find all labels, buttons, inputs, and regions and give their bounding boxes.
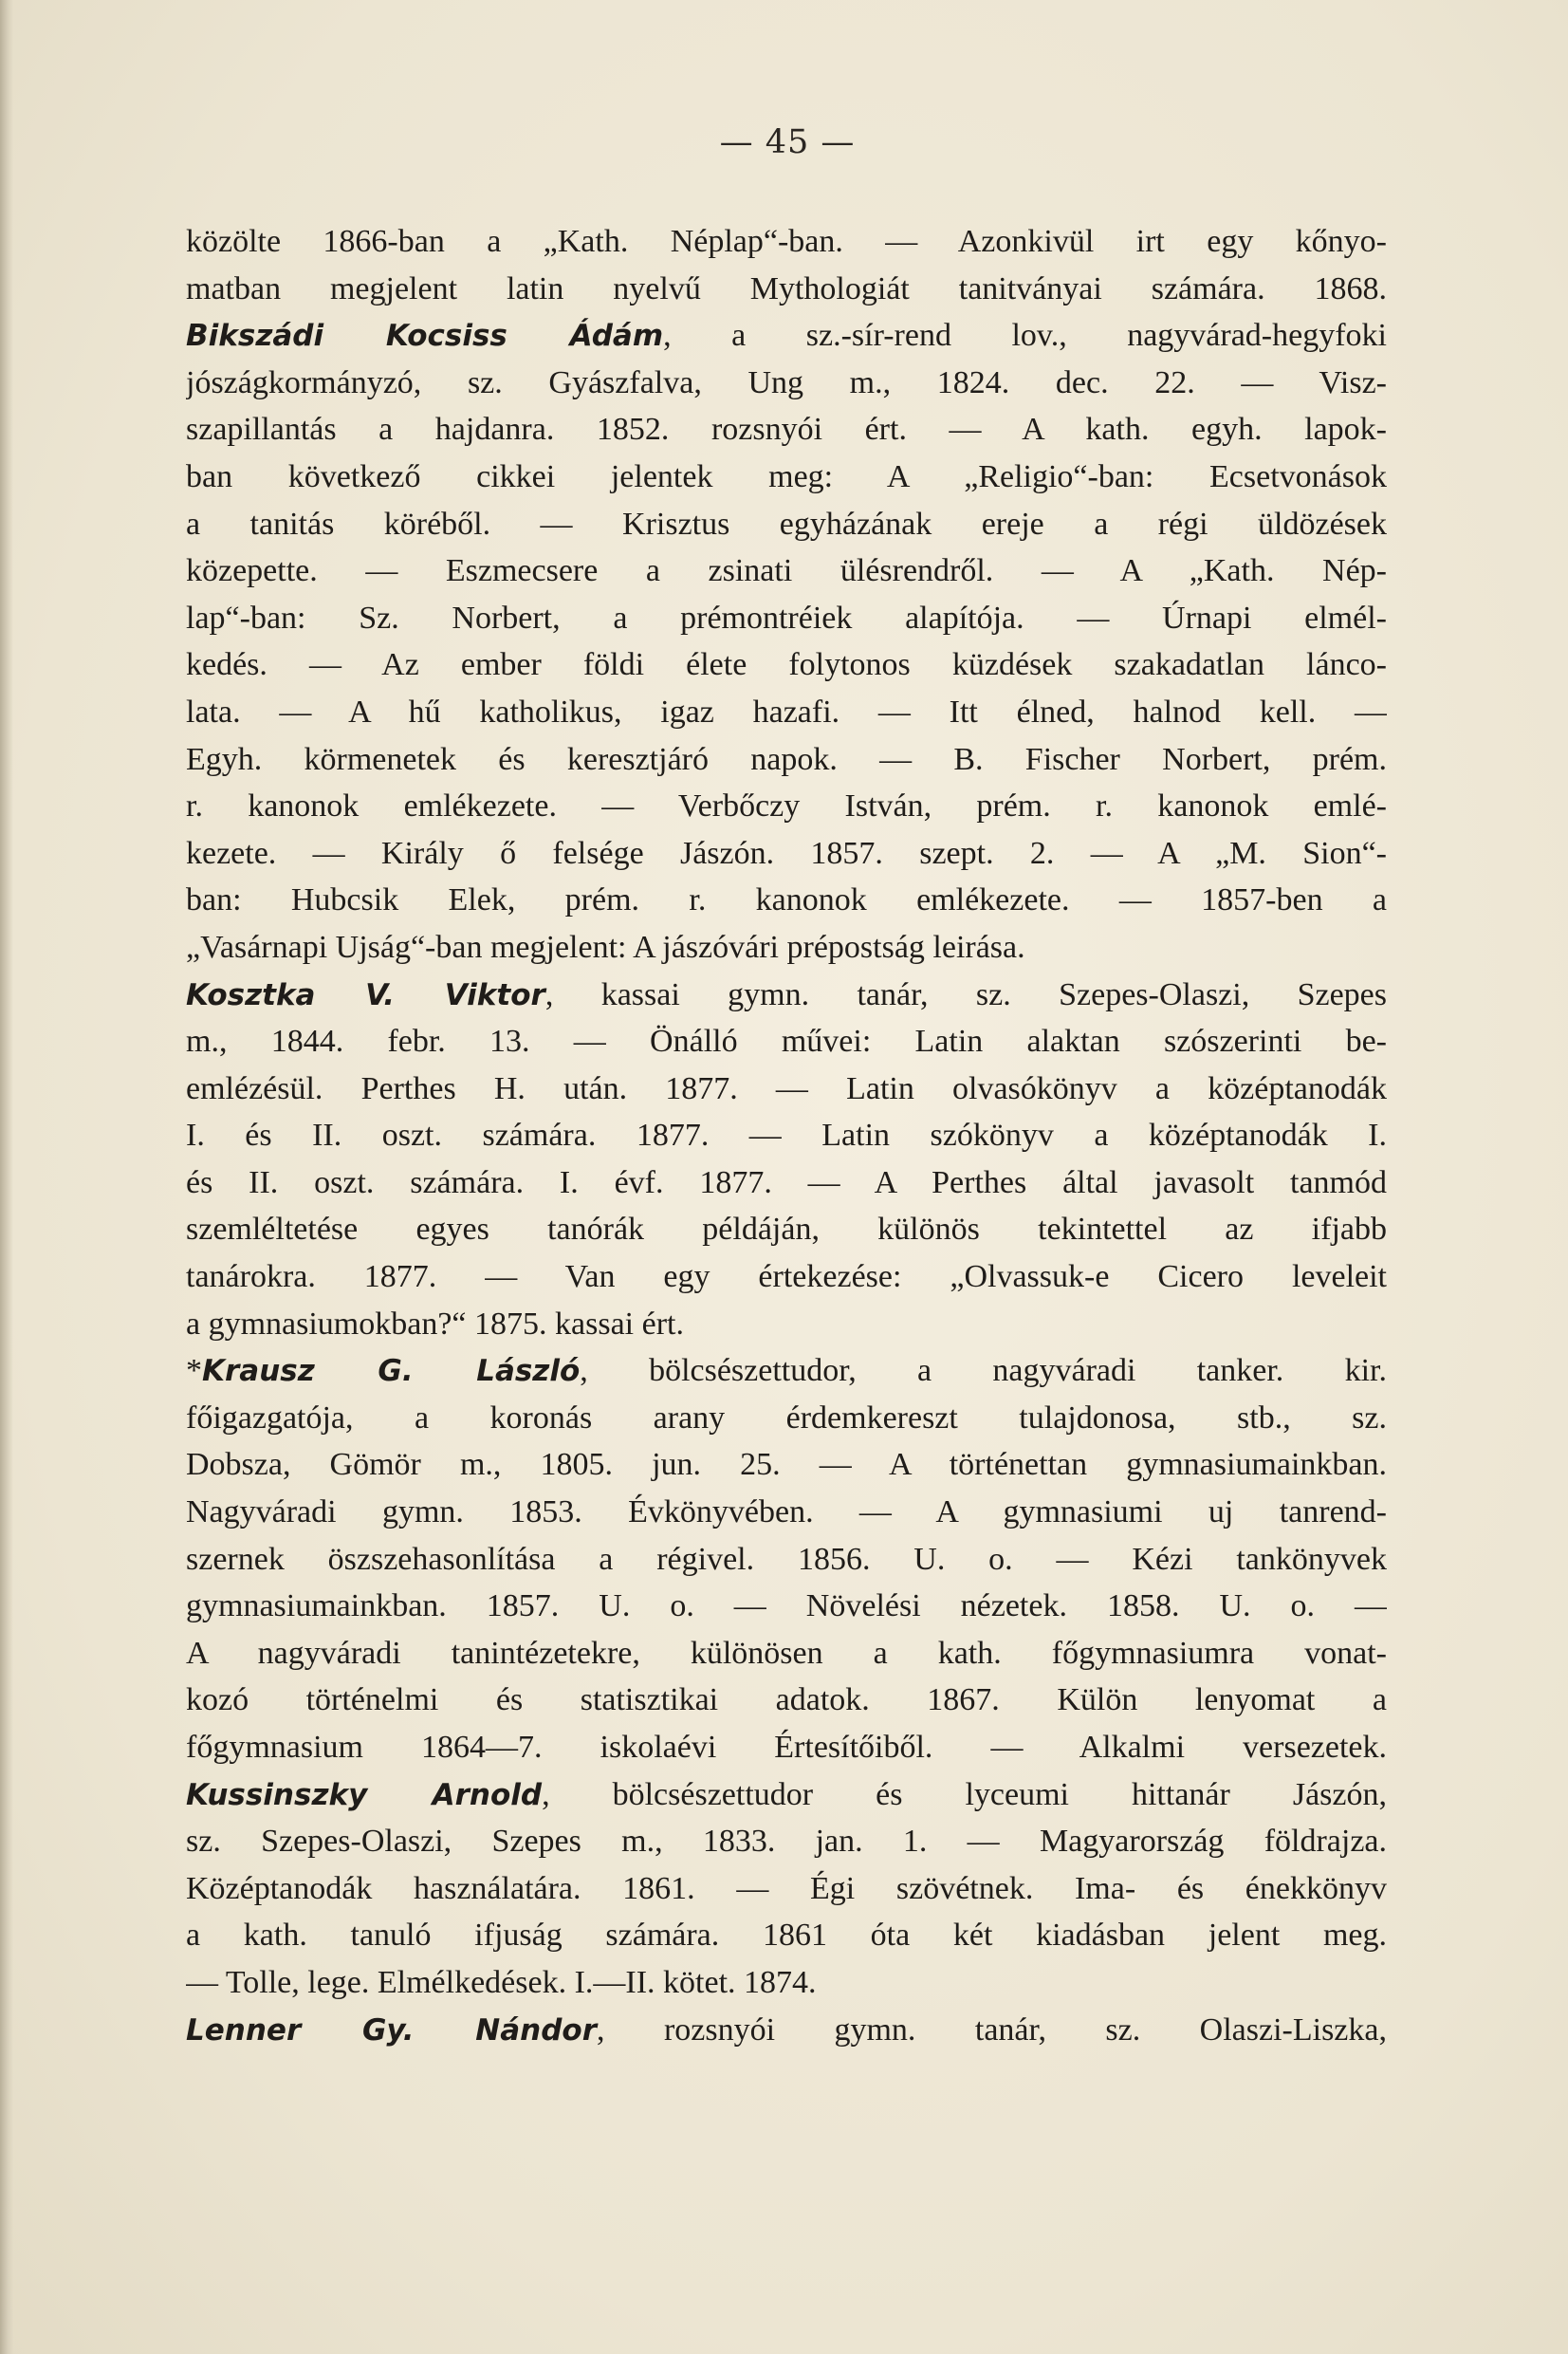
text-line — [186, 877, 1387, 924]
text-segment: a gymnasiumokban?“ 1875. kassai ért. — [186, 1306, 684, 1342]
text-segment: Dobsza, Gömör m., 1805. jun. 25. — A történettan gymnasiumainkban. — [186, 1447, 1387, 1483]
text-line — [186, 1583, 1387, 1630]
text-line — [186, 641, 1387, 689]
text-line — [186, 1018, 1387, 1066]
text-segment: „Vasárnapi Ujság“-ban megjelent: A jászóvári prépostság leirása. — [186, 929, 1025, 965]
text-segment: főigazgatója, a koronás arany érdemkereszt tulajdonosa, stb., sz. — [186, 1399, 1387, 1436]
text-segment: kezete. — Király ő felsége Jászón. 1857. szept. 2. — A „M. Sion“- — [186, 835, 1387, 871]
text-segment: tanárokra. 1877. — Van egy értekezése: „Olvassuk-e Cicero leveleit — [186, 1259, 1387, 1295]
text-segment: r. kanonok emlékezete. — Verbőczy István, prém. r. kanonok emlé- — [186, 788, 1387, 825]
text-line — [186, 1865, 1387, 1913]
text-line — [186, 1489, 1387, 1536]
author-name: Kosztka V. Viktor — [186, 977, 545, 1012]
text-segment: és II. oszt. számára. I. évf. 1877. — A Perthes által javasolt tanmód — [186, 1164, 1387, 1200]
text-segment: A nagyváradi tanintézetekre, különösen a kath. főgymnasiumra vonat- — [186, 1635, 1387, 1671]
text-line — [186, 1066, 1387, 1113]
text-segment: Középtanodák használatára. 1861. — Égi szövétnek. Ima- és énekkönyv — [186, 1870, 1387, 1906]
text-line — [186, 1677, 1387, 1724]
text-line — [186, 266, 1387, 313]
text-segment: közepette. — Eszmecsere a zsinati ülésrendről. — A „Kath. Nép- — [186, 553, 1387, 589]
text-line — [186, 547, 1387, 595]
text-line — [186, 1724, 1387, 1771]
text-line — [186, 595, 1387, 642]
author-name: Bikszádi Kocsiss Ádám — [186, 319, 664, 354]
text-line — [186, 1959, 1387, 2007]
text-line — [186, 1395, 1387, 1442]
text-line — [186, 736, 1387, 784]
text-line — [186, 1818, 1387, 1865]
text-segment: sz. Szepes-Olaszi, Szepes m., 1833. jan. 1. — Magyarország földrajza. — [186, 1824, 1387, 1860]
text-segment: kozó történelmi és statisztikai adatok. 1867. Külön lenyomat a — [186, 1682, 1387, 1718]
text-line — [186, 1206, 1387, 1253]
text-segment: matban megjelent latin nyelvű Mythologiát tanitványai számára. 1868. — [186, 270, 1387, 306]
text-line — [186, 1536, 1387, 1584]
text-segment: szernek öszszehasonlítása a régivel. 1856. U. o. — Kézi tankönyvek — [186, 1541, 1387, 1577]
text-segment: lata. — A hű katholikus, igaz hazafi. — Itt élned, halnod kell. — — [186, 694, 1387, 730]
text-segment: jószágkormányzó, sz. Gyászfalva, Ung m., 1824. dec. 22. — Visz- — [186, 364, 1387, 400]
text-line — [186, 1112, 1387, 1159]
text-segment: , a sz.-sír-rend lov., nagyvárad-hegyfoki — [663, 318, 1387, 354]
text-segment: ban: Hubcsik Elek, prém. r. kanonok emlékezete. — 1857-ben a — [186, 882, 1387, 918]
text-line — [186, 972, 1387, 1019]
text-line — [186, 218, 1387, 266]
text-line — [186, 406, 1387, 454]
page-binding-edge — [0, 0, 13, 2354]
text-segment: , kassai gymn. tanár, sz. Szepes-Olaszi, Szepes — [544, 976, 1387, 1012]
text-line — [186, 312, 1387, 360]
text-segment: a tanitás köréből. — Krisztus egyházának ereje a régi üldözések — [186, 506, 1387, 542]
text-line — [186, 689, 1387, 736]
text-line — [186, 2007, 1387, 2054]
text-segment: közölte 1866-ban a „Kath. Néplap“-ban. — Azonkivül irt egy kőnyo- — [186, 224, 1387, 259]
text-segment: lap“-ban: Sz. Norbert, a prémontréiek alapítója. — Úrnapi elmél- — [186, 600, 1387, 636]
text-line — [186, 1771, 1387, 1819]
text-line — [186, 501, 1387, 548]
text-segment: Nagyváradi gymn. 1853. Évkönyvében. — A gymnasiumi uj tanrend- — [186, 1494, 1387, 1530]
text-segment: , bölcsészettudor, a nagyváradi tanker. kir. — [580, 1353, 1387, 1389]
author-name: Krausz G. László — [202, 1354, 581, 1389]
text-line — [186, 1301, 1387, 1348]
text-segment: gymnasiumainkban. 1857. U. o. — Növelési nézetek. 1858. U. o. — — [186, 1588, 1387, 1624]
text-line — [186, 924, 1387, 972]
text-segment: szapillantás a hajdanra. 1852. rozsnyói ért. — A kath. egyh. lapok- — [186, 412, 1387, 448]
author-name: Lenner Gy. Nándor — [186, 2012, 597, 2048]
text-segment: főgymnasium 1864—7. iskolaévi Értesítőiből. — Alkalmi versezetek. — [186, 1730, 1387, 1765]
text-segment: , bölcsészettudor és lyceumi hittanár Jászón, — [542, 1776, 1387, 1812]
body-text — [186, 218, 1387, 2053]
text-line — [186, 1253, 1387, 1301]
text-segment: m., 1844. febr. 13. — Önálló művei: Latin alaktan szószerinti be- — [186, 1024, 1387, 1060]
text-line — [186, 783, 1387, 830]
text-segment: , rozsnyói gymn. tanár, sz. Olaszi-Liszka, — [597, 2011, 1387, 2048]
text-segment: * — [186, 1353, 202, 1389]
text-segment: a kath. tanuló ifjuság számára. 1861 óta két kiadásban jelent meg. — [186, 1918, 1387, 1954]
text-line — [186, 1630, 1387, 1677]
text-line — [186, 1441, 1387, 1489]
text-segment: I. és II. oszt. számára. 1877. — Latin szókönyv a középtanodák I. — [186, 1118, 1387, 1154]
text-line — [186, 360, 1387, 407]
text-line — [186, 830, 1387, 878]
text-line — [186, 1159, 1387, 1207]
text-line — [186, 454, 1387, 501]
text-line — [186, 1347, 1387, 1395]
text-segment: ban következő cikkei jelentek meg: A „Religio“-ban: Ecsetvonások — [186, 458, 1387, 494]
author-name: Kussinszky Arnold — [186, 1777, 543, 1812]
text-segment: — Tolle, lege. Elmélkedések. I.—II. kötet. 1874. — [186, 1964, 817, 2000]
text-segment: szemléltetése egyes tanórák példáján, különös tekintettel az ifjabb — [186, 1212, 1387, 1248]
text-segment: kedés. — Az ember földi élete folytonos küzdések szakadatlan lánco- — [186, 647, 1387, 683]
text-line — [186, 1912, 1387, 1959]
page-number: — 45 — — [719, 123, 856, 161]
text-segment: Egyh. körmenetek és keresztjáró napok. — B. Fischer Norbert, prém. — [186, 741, 1387, 777]
text-segment: emlézésül. Perthes H. után. 1877. — Latin olvasókönyv a középtanodák — [186, 1070, 1387, 1106]
